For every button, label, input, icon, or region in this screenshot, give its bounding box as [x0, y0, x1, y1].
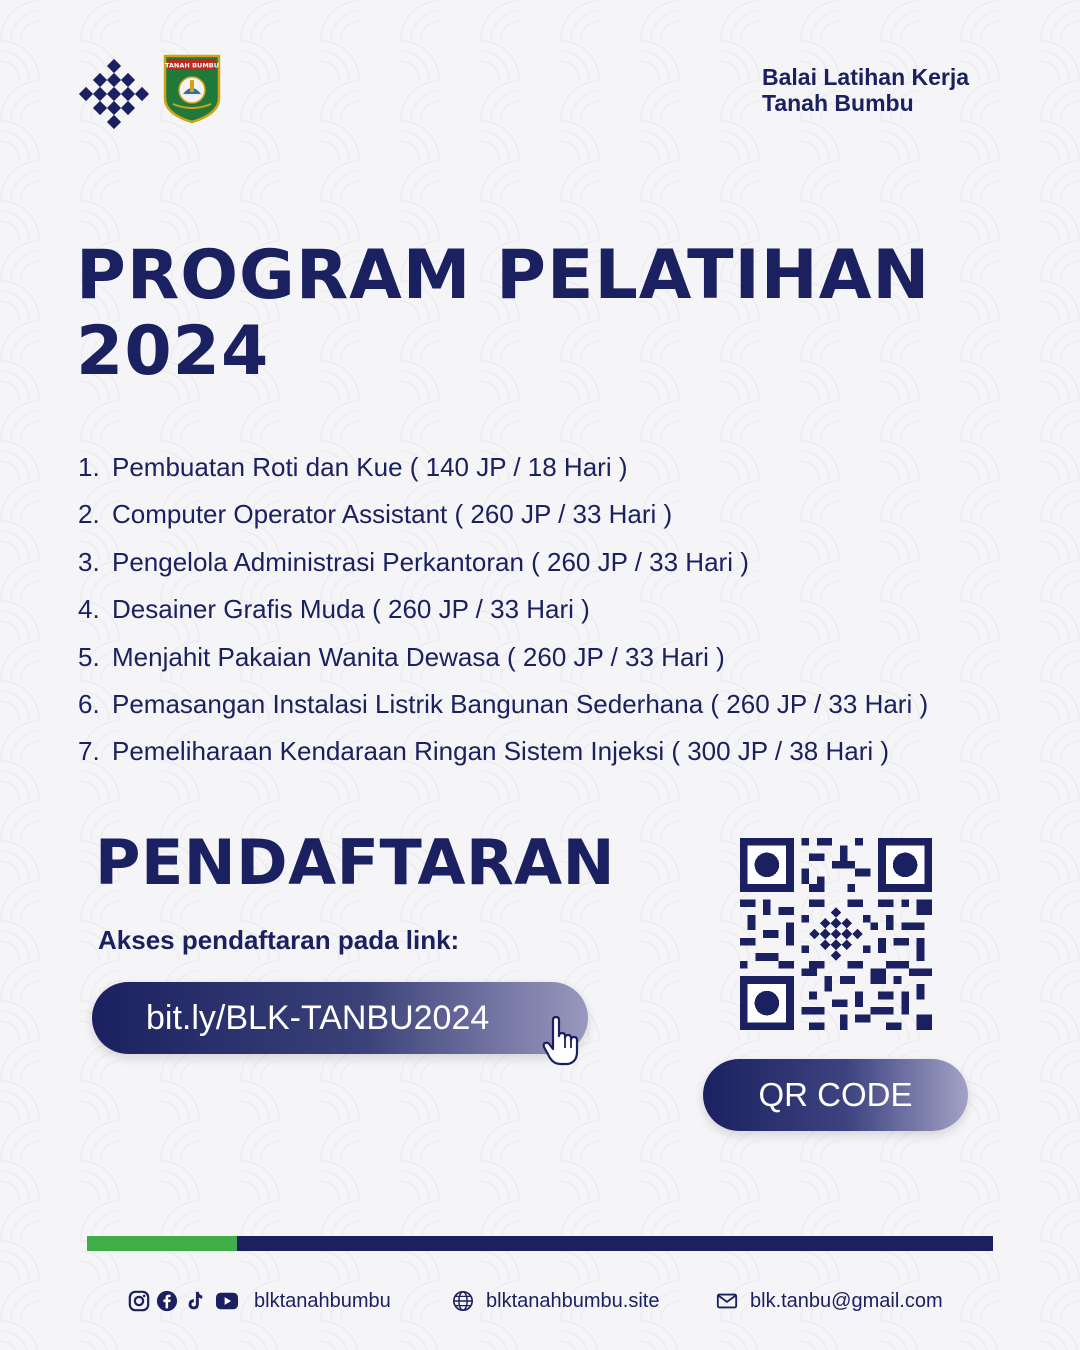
- tiktok-icon[interactable]: [184, 1290, 206, 1312]
- program-item: [78, 491, 1068, 538]
- emblem-badge-text: TANAH BUMBU: [164, 61, 220, 70]
- org-name-line1: Balai Latihan Kerja: [762, 64, 970, 90]
- org-name-line2: Tanah Bumbu: [762, 90, 914, 116]
- accent-bar-green: [87, 1236, 237, 1251]
- program-text: Menjahit Pakaian Wanita Dewasa ( 260 JP / 33 Hari ): [112, 641, 725, 672]
- program-text: Pemeliharaan Kendaraan Ringan Sistem Injeksi ( 300 JP / 38 Hari ): [112, 736, 890, 767]
- program-text: Pemasangan Instalasi Listrik Bangunan Sederhana ( 260 JP / 33 Hari ): [112, 689, 929, 720]
- qr-code-label: QR CODE: [703, 1059, 968, 1131]
- footer-email: [716, 1284, 943, 1318]
- facebook-icon[interactable]: [156, 1290, 178, 1312]
- accent-bar-navy: [237, 1236, 993, 1251]
- program-text: Pembuatan Roti dan Kue ( 140 JP / 18 Hari ): [112, 452, 628, 482]
- program-number: 5.: [78, 641, 100, 672]
- registration-link[interactable]: bit.ly/BLK-TANBU2024: [92, 982, 588, 1054]
- footer-website: [452, 1284, 659, 1318]
- program-item: [78, 634, 1068, 681]
- registration-subtitle: Akses pendaftaran pada link:: [98, 925, 460, 955]
- organization-name: [762, 64, 1022, 116]
- email-address[interactable]: blk.tanbu@gmail.com: [750, 1289, 943, 1312]
- instagram-icon[interactable]: [128, 1290, 150, 1312]
- program-item: [78, 728, 1068, 775]
- program-number: 4.: [78, 594, 100, 625]
- title-line2: 2024: [76, 312, 270, 391]
- registration-title: PENDAFTARAN: [95, 826, 616, 899]
- program-item: [78, 681, 1068, 728]
- website-link[interactable]: blktanahbumbu.site: [486, 1289, 660, 1312]
- program-item: [78, 539, 1068, 586]
- hand-pointer-icon: [540, 1016, 582, 1066]
- globe-icon: [452, 1290, 474, 1312]
- page-title: [76, 238, 1036, 390]
- mail-icon: [716, 1290, 738, 1312]
- title-line1: PROGRAM PELATIHAN: [76, 236, 931, 315]
- tanah-bumbu-emblem: [163, 54, 221, 124]
- program-number: 6.: [78, 689, 100, 720]
- program-list: [78, 444, 1068, 776]
- program-item: [78, 444, 1068, 491]
- kemnaker-logo: [78, 58, 150, 130]
- program-number: 3.: [78, 546, 100, 577]
- program-number: 1.: [78, 452, 100, 482]
- youtube-icon[interactable]: [212, 1290, 242, 1312]
- qr-code: [740, 838, 932, 1030]
- program-number: 2.: [78, 499, 100, 530]
- program-text: Desainer Grafis Muda ( 260 JP / 33 Hari ): [112, 594, 590, 625]
- program-text: Computer Operator Assistant ( 260 JP / 33 Hari ): [112, 499, 673, 530]
- social-handle[interactable]: blktanahbumbu: [254, 1289, 391, 1312]
- footer-social: [128, 1284, 391, 1318]
- program-item: [78, 586, 1068, 633]
- program-number: 7.: [78, 736, 100, 767]
- program-text: Pengelola Administrasi Perkantoran ( 260 JP / 33 Hari ): [112, 546, 749, 577]
